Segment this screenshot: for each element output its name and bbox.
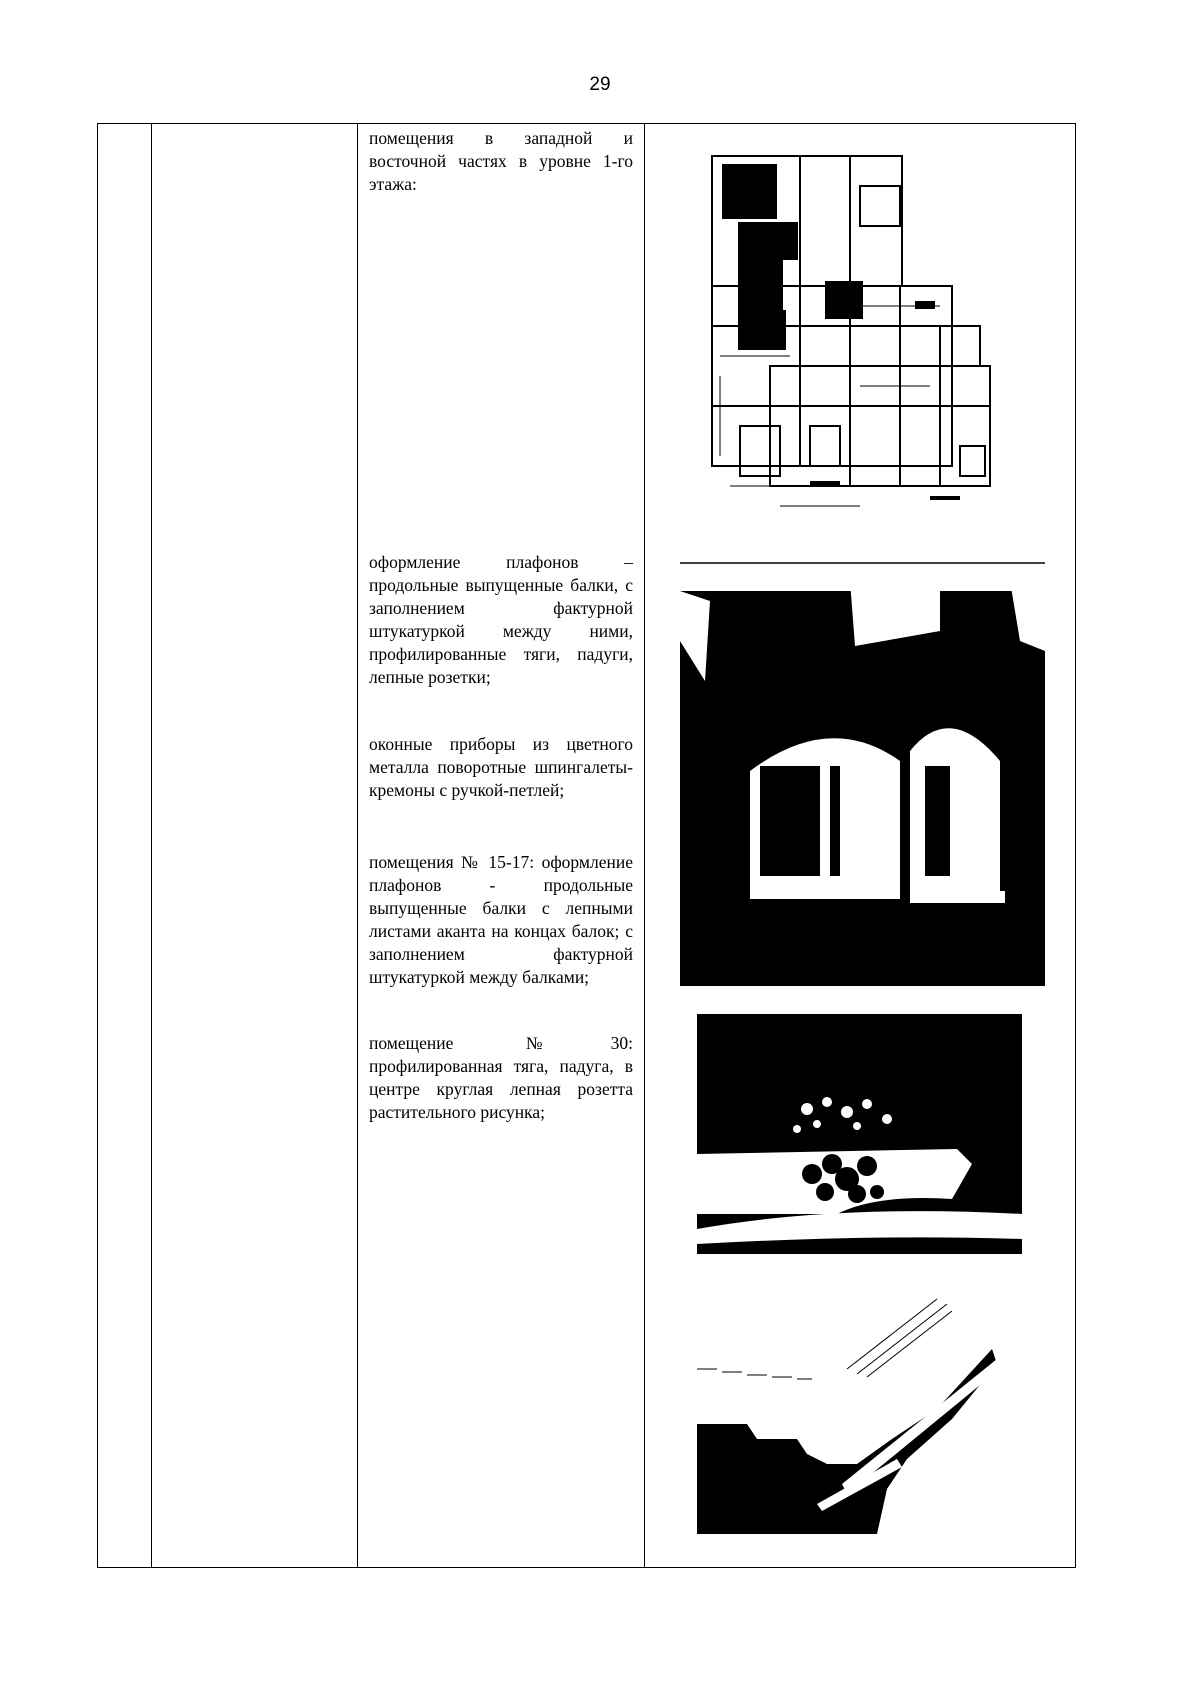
table-cell-description <box>358 124 645 1568</box>
document-table <box>97 123 1076 1568</box>
table-cell-object <box>152 124 358 1568</box>
table-cell-number <box>98 124 152 1568</box>
paragraph-window-fittings: оконные приборы из цветного металла поворотные шпингалеты-кремоны с ручкой-петлей; <box>369 734 633 800</box>
table-cell-images <box>645 124 1076 1568</box>
floor-plan-image <box>700 126 1000 531</box>
table-row <box>98 124 1076 1568</box>
paragraph-plafond-design: оформление плафонов – продольные выпущенные балки, с заполнением фактурной штукатуркой между ними, профилированные тяги, падуги, лепные розетки; <box>369 552 633 687</box>
arched-window-photo <box>680 561 1045 986</box>
ceiling-rosette-photo <box>697 1014 1022 1254</box>
page-number: 29 <box>589 74 611 95</box>
ceiling-beam-photo <box>697 1289 1022 1534</box>
paragraph-rooms-15-17: помещения № 15-17: оформление плафонов - продольные выпущенные балки с лепными листами аканта на концах балок; с заполнением фактурной штукатуркой между балками; <box>369 852 633 987</box>
paragraph-room-30: помещение №30: профилированная тяга, падуга, в центре круглая лепная розетта растительного рисунка; <box>369 1033 633 1122</box>
paragraph-west-east-rooms: помещения в западной и восточной частях в уровне 1-го этажа: <box>369 128 633 194</box>
